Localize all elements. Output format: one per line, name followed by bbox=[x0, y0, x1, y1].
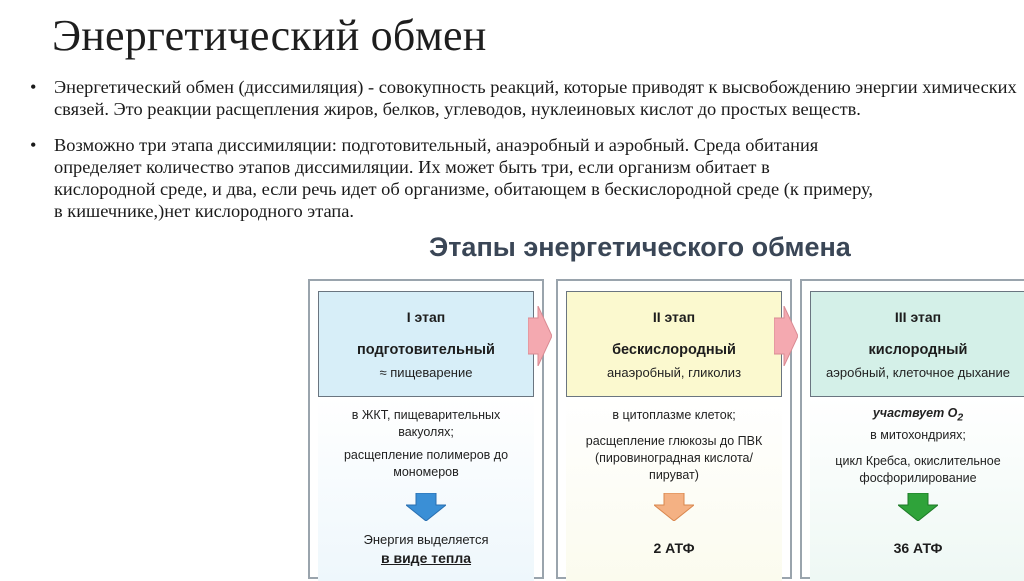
stage-name: бескислородный bbox=[612, 342, 736, 358]
bullet-marker: • bbox=[30, 135, 37, 155]
bullet-item bbox=[30, 76, 1020, 120]
stage-subtitle: ≈ пищеварение bbox=[379, 365, 473, 380]
stage-number: III этап bbox=[894, 309, 942, 325]
stage-result bbox=[810, 539, 1024, 557]
stage-header bbox=[566, 291, 782, 397]
stage-header bbox=[810, 291, 1024, 397]
bullet-marker: • bbox=[30, 77, 37, 97]
stage-card-3 bbox=[800, 279, 1024, 579]
stage-result-line2 bbox=[318, 549, 534, 567]
diagram-title: Этапы энергетического обмена bbox=[429, 232, 851, 262]
down-arrow-icon bbox=[654, 493, 694, 521]
stage-location: в ЖКТ, пищеварительных вакуолях; bbox=[351, 408, 501, 439]
stage-location: в цитоплазме клеток; bbox=[612, 408, 736, 422]
stage-body bbox=[318, 397, 534, 581]
stage-header bbox=[318, 291, 534, 397]
stage-subtitle: аэробный, клеточное дыхание bbox=[826, 365, 1010, 380]
oxygen-subscript: 2 bbox=[957, 412, 964, 424]
down-arrow-icon bbox=[898, 493, 938, 521]
stage-location: в митохондриях; bbox=[870, 428, 966, 442]
down-arrow-shape bbox=[898, 493, 938, 521]
stage-name: подготовительный bbox=[357, 342, 495, 358]
stage-card-1 bbox=[308, 279, 544, 579]
down-arrow-shape bbox=[654, 493, 694, 521]
bullet-list bbox=[30, 76, 1020, 222]
right-arrow-icon bbox=[528, 306, 552, 366]
stage-result bbox=[566, 539, 782, 557]
stage-result-emphasis: в виде тепла bbox=[380, 550, 472, 566]
stage-result-value: 36 АТФ bbox=[893, 540, 943, 556]
bullet-item bbox=[30, 134, 874, 222]
down-arrow-shape bbox=[406, 493, 446, 521]
stage-process: цикл Кребса, окислительное фосфорилирование bbox=[835, 454, 1001, 485]
stage-card-2 bbox=[556, 279, 792, 579]
bullet-text-stages: Возможно три этапа диссимиляции: подготовительный, анаэробный и аэробный. Среда обитания определяет количество этапов диссимиляции. Их может быть три, если организм обитает в кислородной среде, и два, если речь идет об организме, обитающем в бескислородной среде (к примеру, в кишечнике,)нет кислородного этапа. bbox=[54, 135, 873, 221]
stage-body bbox=[566, 397, 782, 581]
stage-name: кислородный bbox=[868, 342, 968, 358]
stage-body bbox=[810, 397, 1024, 581]
slide-title: Энергетический обмен bbox=[52, 11, 487, 60]
down-arrow-icon bbox=[406, 493, 446, 521]
right-arrow-icon bbox=[774, 306, 798, 366]
stage-process: расщепление глюкозы до ПВК (пировиноградная кислота/пируват) bbox=[585, 434, 763, 482]
stage-oxygen-note bbox=[816, 405, 1020, 427]
stage-subtitle: анаэробный, гликолиз bbox=[606, 365, 742, 380]
bullet-text-definition: Энергетический обмен (диссимиляция) - совокупность реакций, которые приводят к высвобождению энергии химических связей. Это реакции расщепления жиров, белков, углеводов, нуклеиновых кислот до простых веществ. bbox=[54, 77, 1017, 119]
stage-number: II этап bbox=[652, 309, 696, 325]
stage-result-value: 2 АТФ bbox=[653, 540, 695, 556]
oxygen-note-text: участвует O bbox=[872, 406, 958, 420]
stage-result-line1: Энергия выделяется bbox=[363, 532, 489, 547]
stage-number: I этап bbox=[406, 309, 446, 325]
stage-process: расщепление полимеров до мономеров bbox=[343, 448, 509, 479]
